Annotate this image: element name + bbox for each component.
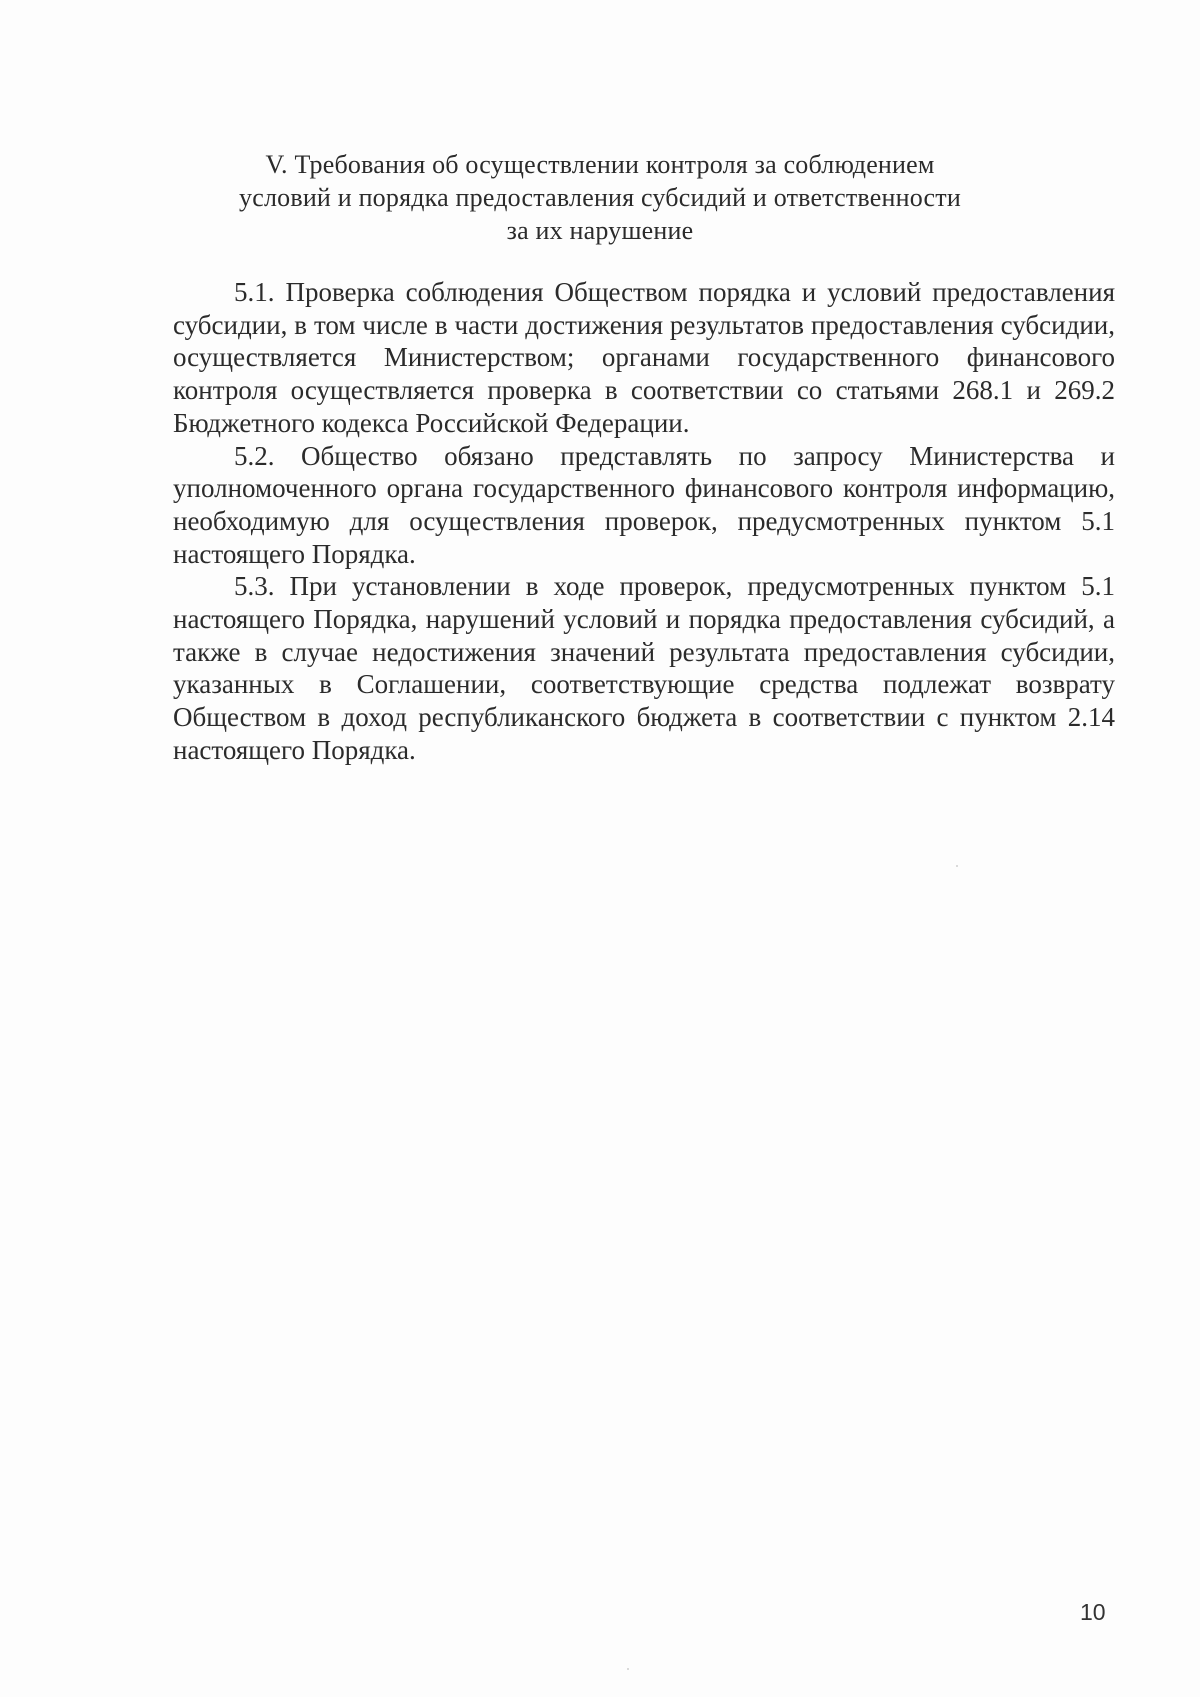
paragraph-5-1: 5.1. Проверка соблюдения Обществом порядка и условий предоставления субсидии, в том числе в части достижения результатов предоставления субсидии, осуществляется Министерством; органами государственного финансового контроля осуществляется проверка в соответствии со статьями 268.1 и 269.2 Бюджетного кодекса Российской Федерации. xyxy=(173,277,1115,438)
scan-speck xyxy=(956,865,958,867)
paragraph-5-3: 5.3. При установлении в ходе проверок, предусмотренных пунктом 5.1 настоящего Порядка, нарушений условий и порядка предоставления субсидий, а также в случае недостижения значений результата предоставления субсидии, указанных в Соглашении, соответствующие средства подлежат возврату Обществом в доход республиканского бюджета в соответствии с пунктом 2.14 настоящего Порядка. xyxy=(173,571,1115,765)
section-heading-line: V. Требования об осуществлении контроля за соблюдением xyxy=(265,150,935,179)
section-heading xyxy=(200,148,1000,247)
section-body xyxy=(173,276,1115,767)
section-heading-line: за их нарушение xyxy=(506,216,694,245)
paragraph-5-2: 5.2. Общество обязано представлять по запросу Министерства и уполномоченного органа государственного финансового контроля информацию, необходимую для осуществления проверок, предусмотренных пунктом 5.1 настоящего Порядка. xyxy=(173,440,1115,569)
scan-speck xyxy=(627,1668,629,1670)
section-heading-line: условий и порядка предоставления субсидий и ответственности xyxy=(239,183,961,212)
page-number: 10 xyxy=(1080,1599,1106,1625)
